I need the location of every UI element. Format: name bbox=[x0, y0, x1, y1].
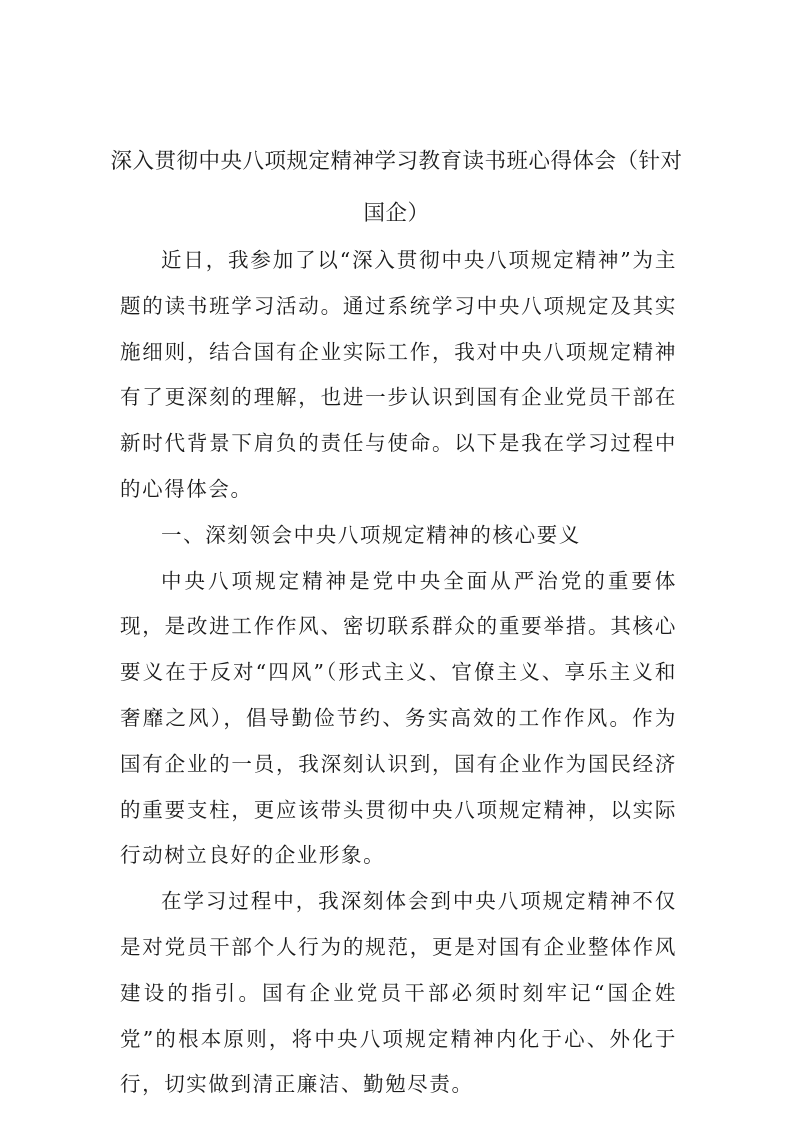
body-paragraph: 在学习过程中，我深刻体会到中央八项规定精神不仅是对党员干部个人行为的规范，更是对国有企业整体作风建设的指引。国有企业党员干部必须时刻牢记“国企姓党”的根本原则，将中央八项规定精神内化于心、外化于行，切实做到清正廉洁、勤勉尽责。 bbox=[120, 889, 677, 1097]
document-title: 深入贯彻中央八项规定精神学习教育读书班心得体会（针对国企） bbox=[110, 149, 683, 227]
section-heading-1: 一、深刻领会中央八项规定精神的核心要义 bbox=[161, 522, 581, 547]
document-body bbox=[120, 238, 677, 1108]
intro-paragraph: 近日，我参加了以“深入贯彻中央八项规定精神”为主题的读书班学习活动。通过系统学习中央八项规定及其实施细则，结合国有企业实际工作，我对中央八项规定精神有了更深刻的理解，也进一步认识到国有企业党员干部在新时代背景下肩负的责任与使命。以下是我在学习过程中的心得体会。 bbox=[120, 248, 677, 501]
body-paragraph: 中央八项规定精神是党中央全面从严治党的重要体现，是改进工作作风、密切联系群众的重要举措。其核心要义在于反对“四风”（形式主义、官僚主义、享乐主义和奢靡之风），倡导勤俭节约、务实高效的工作作风。作为国有企业的一员，我深刻认识到，国有企业作为国民经济的重要支柱，更应该带头贯彻中央八项规定精神，以实际行动树立良好的企业形象。 bbox=[120, 568, 677, 868]
